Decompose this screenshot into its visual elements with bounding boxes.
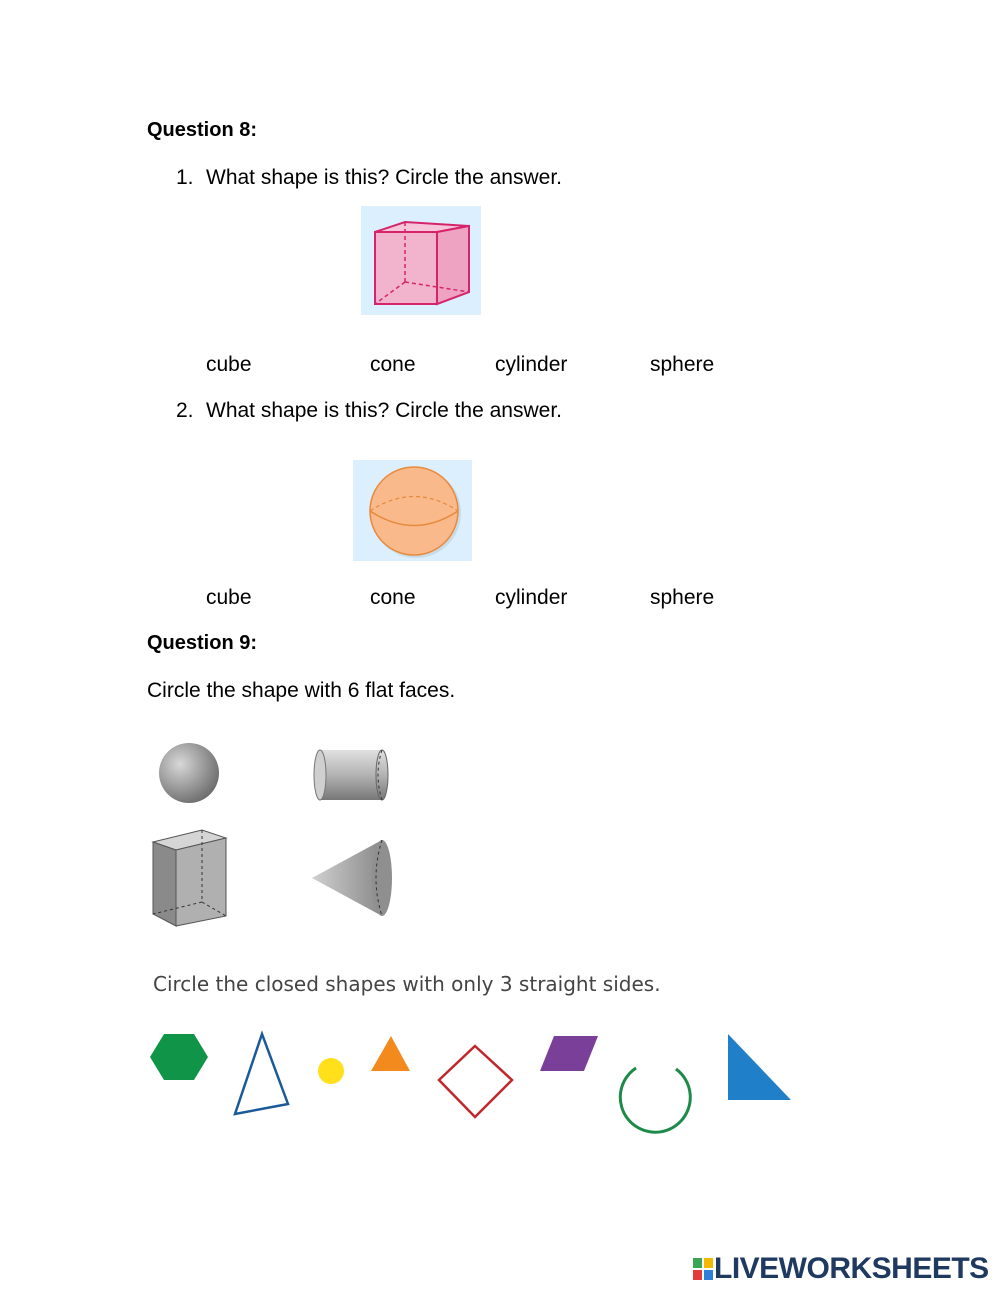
grey-cylinder-icon[interactable] <box>314 750 388 800</box>
question-9-title: Question 9: <box>147 632 258 654</box>
sphere-image <box>353 460 472 561</box>
flat-shapes-group <box>140 1020 810 1150</box>
logo-icon <box>692 1257 714 1281</box>
q8-2-option-cube[interactable]: cube <box>206 586 252 609</box>
q8-2-option-cylinder[interactable]: cylinder <box>495 586 568 609</box>
q8-item1-number: 1. <box>176 166 194 189</box>
q8-1-option-sphere[interactable]: sphere <box>650 353 715 376</box>
logo-text: LIVEWORKSHEETS <box>714 1252 989 1285</box>
cube-icon <box>361 206 481 315</box>
q8-2-option-sphere[interactable]: sphere <box>650 586 715 609</box>
yellow-dot-icon[interactable] <box>318 1058 344 1084</box>
q9-prompt: Circle the shape with 6 flat faces. <box>147 679 456 702</box>
q8-1-option-cylinder[interactable]: cylinder <box>495 353 568 376</box>
green-hexagon-icon[interactable] <box>150 1034 208 1080</box>
solid-shapes-group <box>140 730 420 940</box>
cube-image <box>361 206 481 315</box>
q8-item2-number: 2. <box>176 399 194 422</box>
q8-1-option-cube[interactable]: cube <box>206 353 252 376</box>
orange-triangle-icon[interactable] <box>371 1036 410 1071</box>
question-8-title: Question 8: <box>147 119 258 141</box>
q8-1-option-cone[interactable]: cone <box>370 353 416 376</box>
purple-parallelogram-icon[interactable] <box>540 1036 598 1071</box>
sphere-icon <box>353 460 472 561</box>
grey-box-icon[interactable] <box>153 830 226 926</box>
q9-prompt-2: Circle the closed shapes with only 3 straight sides. <box>153 972 661 996</box>
q8-item2-prompt: What shape is this? Circle the answer. <box>206 399 562 422</box>
open-circle-icon[interactable] <box>620 1068 690 1132</box>
grey-sphere-icon[interactable] <box>159 743 219 803</box>
blue-right-triangle-icon[interactable] <box>728 1034 791 1100</box>
liveworksheets-logo <box>692 1254 989 1284</box>
grey-cone-icon[interactable] <box>312 840 392 916</box>
q8-2-option-cone[interactable]: cone <box>370 586 416 609</box>
q8-item1-prompt: What shape is this? Circle the answer. <box>206 166 562 189</box>
tall-triangle-icon[interactable] <box>235 1034 288 1114</box>
red-diamond-icon[interactable] <box>439 1046 512 1117</box>
